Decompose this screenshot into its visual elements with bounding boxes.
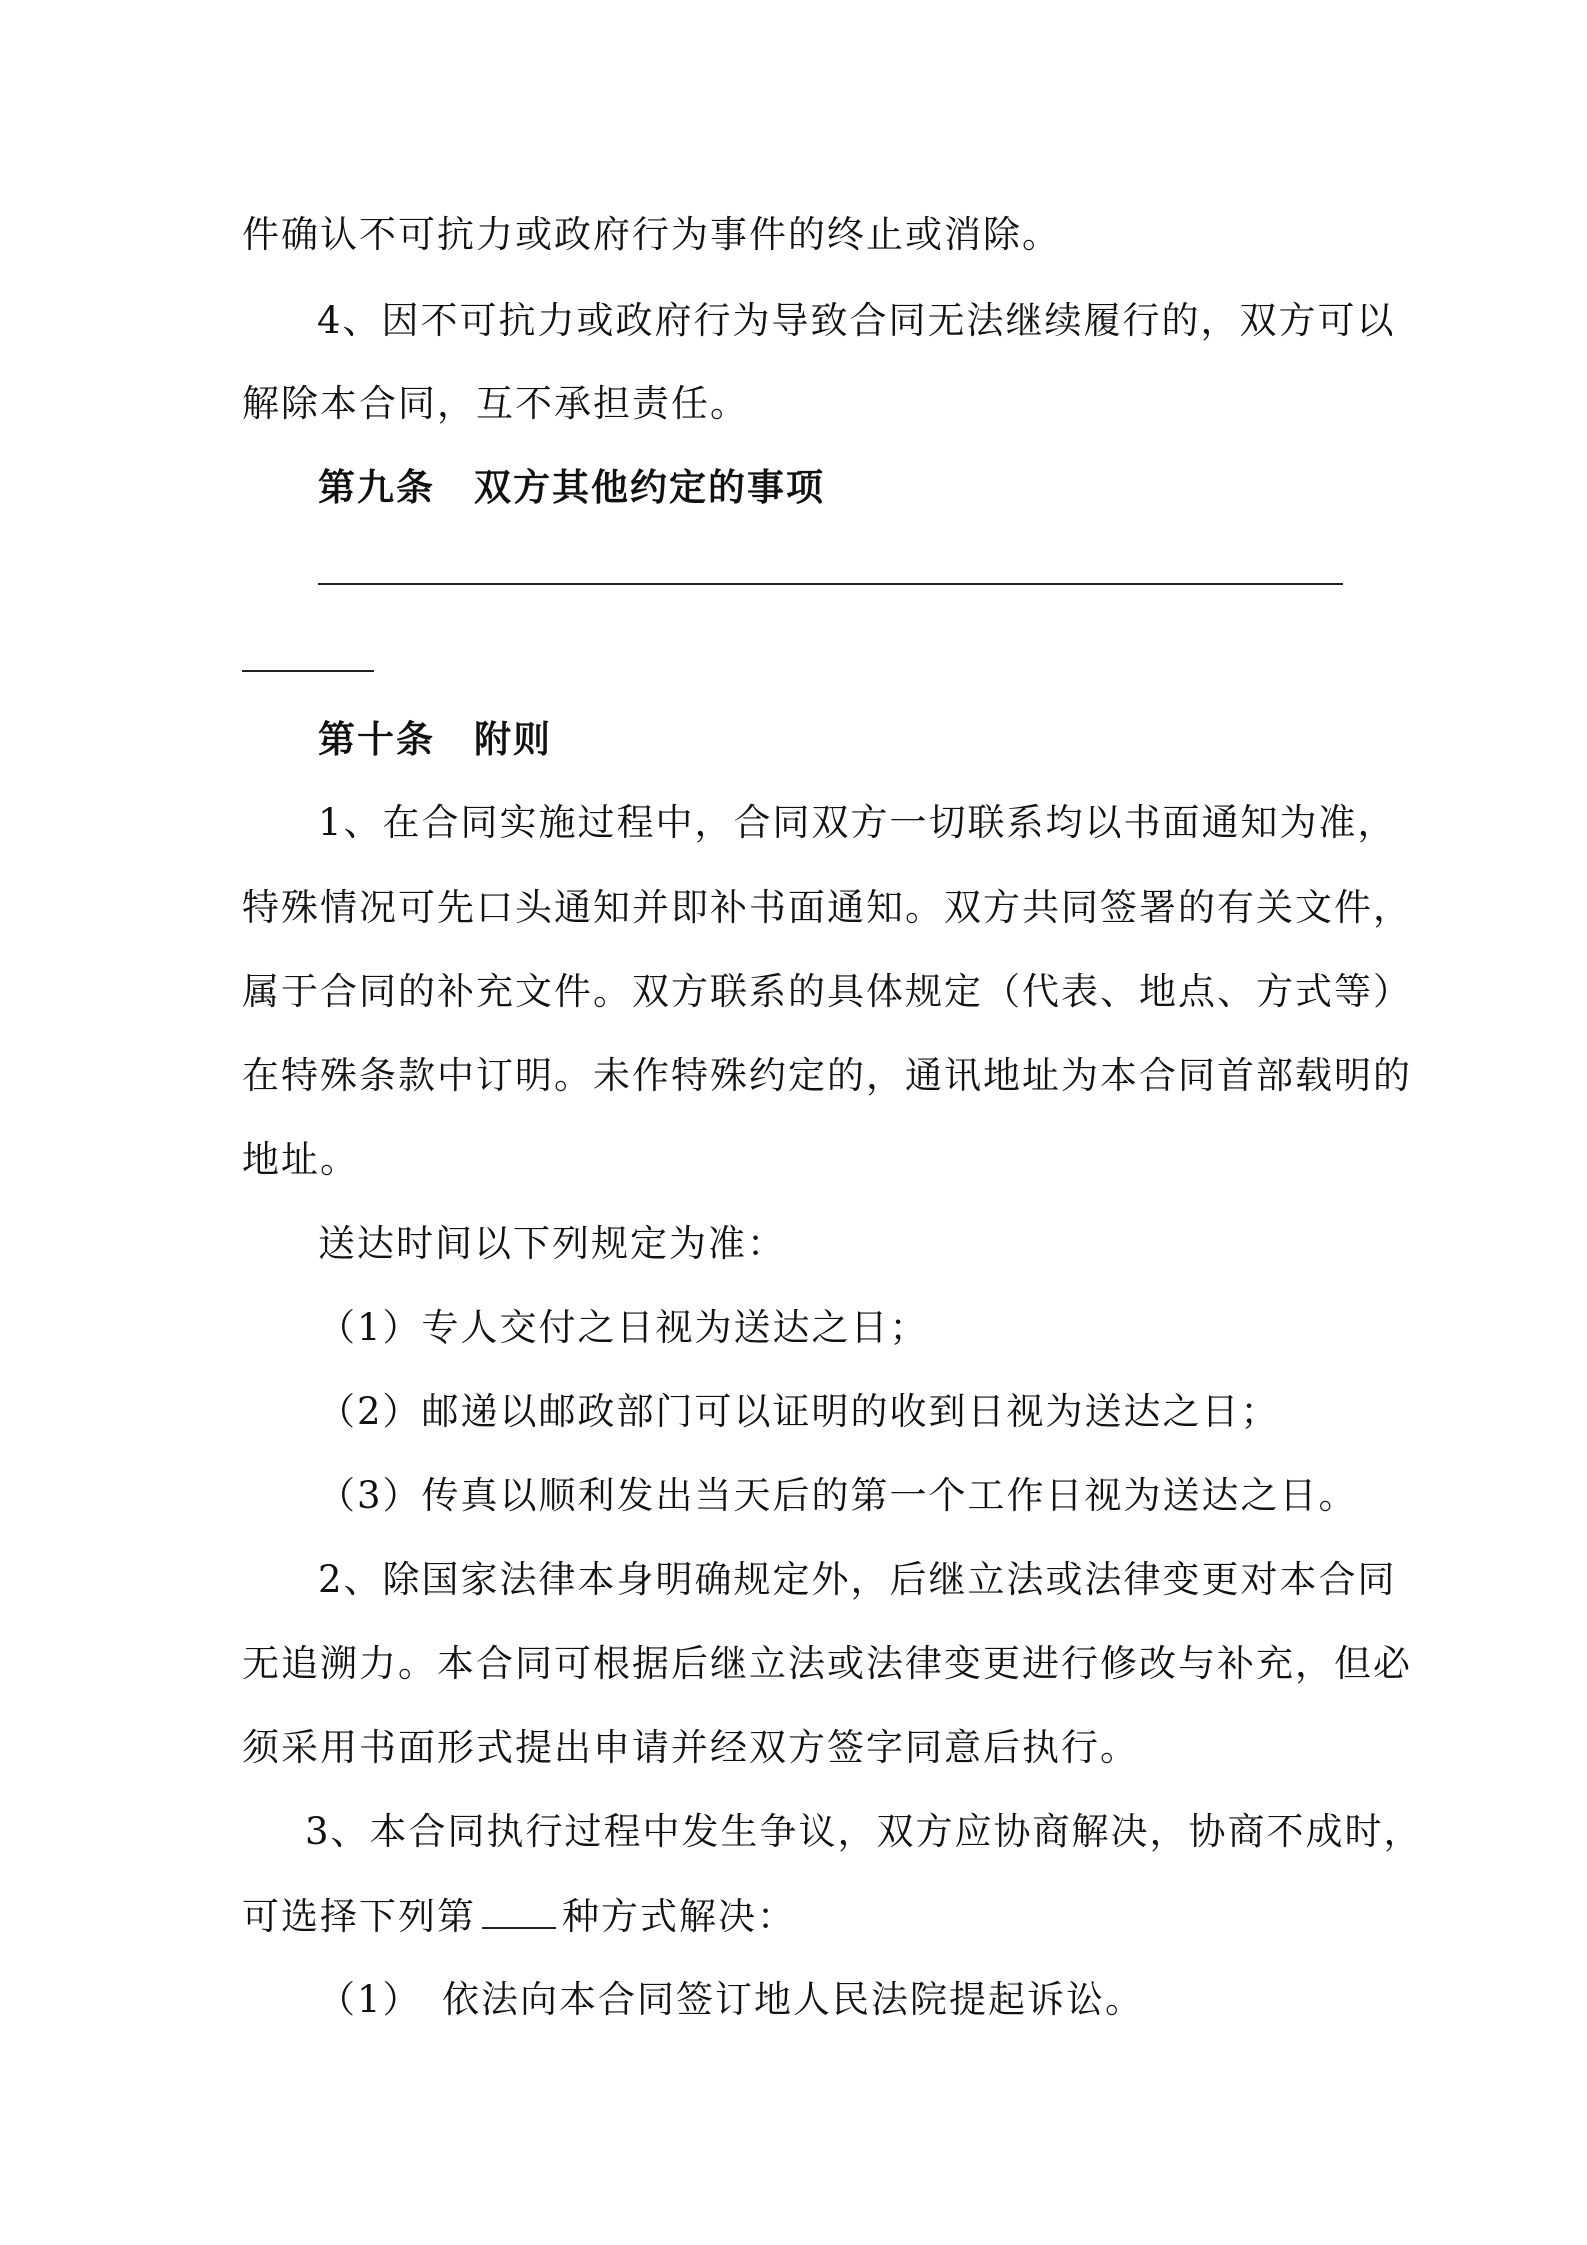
text-line: 在特殊条款中订明。未作特殊约定的，通讯地址为本合同首部载明的 bbox=[242, 1054, 1412, 1097]
text-segment: 可选择下列第 bbox=[242, 1895, 476, 1938]
list-item: （3）传真以顺利发出当天后的第一个工作日视为送达之日。 bbox=[318, 1474, 1358, 1517]
text-segment: 种方式解决： bbox=[562, 1895, 796, 1938]
text-line: 无追溯力。本合同可根据后继立法或法律变更进行修改与补充，但必 bbox=[242, 1642, 1412, 1685]
text-line: 送达时间以下列规定为准： bbox=[318, 1222, 786, 1265]
text-line: 2、除国家法律本身明确规定外，后继立法或法律变更对本合同 bbox=[318, 1558, 1397, 1601]
text-line: 件确认不可抗力或政府行为事件的终止或消除。 bbox=[242, 213, 1061, 256]
text-line bbox=[242, 1893, 796, 1940]
fill-in-underline bbox=[318, 583, 1343, 585]
text-line: 地址。 bbox=[242, 1138, 359, 1181]
text-line: 特殊情况可先口头通知并即补书面通知。双方共同签署的有关文件， bbox=[242, 886, 1412, 929]
fill-in-blank bbox=[482, 1893, 556, 1929]
text-line: 3、本合同执行过程中发生争议，双方应协商解决，协商不成时， bbox=[305, 1810, 1423, 1853]
text-line: 解除本合同，互不承担责任。 bbox=[242, 382, 749, 425]
text-line: 4、因不可抗力或政府行为导致合同无法继续履行的，双方可以 bbox=[317, 299, 1396, 342]
text-line: 属于合同的补充文件。双方联系的具体规定（代表、地点、方式等） bbox=[242, 970, 1412, 1013]
text-line: 1、在合同实施过程中，合同双方一切联系均以书面通知为准， bbox=[318, 801, 1397, 844]
article-9-heading: 第九条 双方其他约定的事项 bbox=[318, 465, 825, 509]
text-line: 须采用书面形式提出申请并经双方签字同意后执行。 bbox=[242, 1726, 1139, 1769]
article-10-heading: 第十条 附则 bbox=[318, 717, 552, 761]
list-item: （1） 依法向本合同签订地人民法院提起诉讼。 bbox=[318, 1978, 1145, 2021]
list-item: （2）邮递以邮政部门可以证明的收到日视为送达之日； bbox=[318, 1390, 1280, 1433]
fill-in-underline bbox=[242, 670, 374, 672]
list-item: （1）专人交付之日视为送达之日； bbox=[318, 1306, 929, 1349]
